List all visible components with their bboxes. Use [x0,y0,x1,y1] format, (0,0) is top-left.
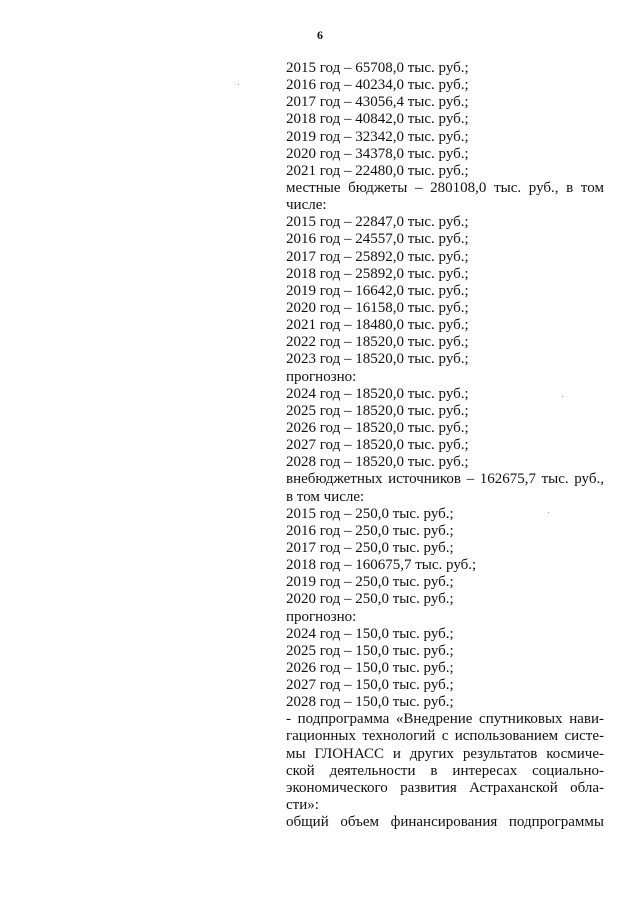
text-line: числе: [286,197,327,214]
text-line: 2021 год – 22480,0 тыс. руб.; [286,162,469,179]
text-line: внебюджетных источников – 162675,7 тыс. руб., [286,471,604,488]
scan-artifact [548,512,549,513]
text-line: 2021 год – 18480,0 тыс. руб.; [286,317,469,334]
text-line: 2015 год – 22847,0 тыс. руб.; [286,214,469,231]
text-line: ской деятельности в интересах социально- [286,762,604,779]
text-line: 2023 год – 18520,0 тыс. руб.; [286,351,469,368]
text-line: 2024 год – 18520,0 тыс. руб.; [286,385,469,402]
text-line: 2016 год – 24557,0 тыс. руб.; [286,231,469,248]
text-line: 2020 год – 250,0 тыс. руб.; [286,591,454,608]
text-line: 2020 год – 16158,0 тыс. руб.; [286,299,469,316]
text-line: 2017 год – 25892,0 тыс. руб.; [286,248,469,265]
text-line: 2019 год – 250,0 тыс. руб.; [286,574,454,591]
text-line: 2022 год – 18520,0 тыс. руб.; [286,334,469,351]
text-line: 2016 год – 250,0 тыс. руб.; [286,522,454,539]
text-line: 2028 год – 150,0 тыс. руб.; [286,694,454,711]
text-line: 2027 год – 18520,0 тыс. руб.; [286,437,469,454]
scan-artifact [238,84,239,85]
text-line: 2015 год – 65708,0 тыс. руб.; [286,60,469,76]
text-line: 2018 год – 25892,0 тыс. руб.; [286,265,469,282]
text-line: экономического развития Астраханской обла- [286,779,604,796]
text-line: прогнозно: [286,608,357,625]
text-line: 2017 год – 250,0 тыс. руб.; [286,539,454,556]
page-number: 6 [317,28,323,42]
document-body [286,60,604,831]
text-line: 2028 год – 18520,0 тыс. руб.; [286,454,469,471]
text-line: 2016 год – 40234,0 тыс. руб.; [286,77,469,94]
text-line: 2019 год – 16642,0 тыс. руб.; [286,282,469,299]
scan-artifact [562,396,563,397]
text-line: 2018 год – 40842,0 тыс. руб.; [286,111,469,128]
text-line: сти»: [286,797,319,814]
text-line: общий объем финансирования подпрограммы [286,814,604,831]
text-line: мы ГЛОНАСС и других результатов космиче- [286,745,604,762]
text-line: 2019 год – 32342,0 тыс. руб.; [286,128,469,145]
text-line: гационных технологий с использованием систе- [286,728,604,745]
text-line: 2026 год – 18520,0 тыс. руб.; [286,419,469,436]
text-line: 2027 год – 150,0 тыс. руб.; [286,677,454,694]
text-line: местные бюджеты – 280108,0 тыс. руб., в том [286,179,604,196]
text-line: 2015 год – 250,0 тыс. руб.; [286,505,454,522]
text-line: 2025 год – 18520,0 тыс. руб.; [286,402,469,419]
text-line: 2024 год – 150,0 тыс. руб.; [286,625,454,642]
text-line: прогнозно: [286,368,357,385]
text-line: 2026 год – 150,0 тыс. руб.; [286,659,454,676]
text-line: 2017 год – 43056,4 тыс. руб.; [286,94,469,111]
text-line: 2018 год – 160675,7 тыс. руб.; [286,557,477,574]
text-line: в том числе: [286,488,365,505]
text-line: - подпрограмма «Внедрение спутниковых нави- [286,711,604,728]
text-line: 2020 год – 34378,0 тыс. руб.; [286,145,469,162]
text-line: 2025 год – 150,0 тыс. руб.; [286,642,454,659]
